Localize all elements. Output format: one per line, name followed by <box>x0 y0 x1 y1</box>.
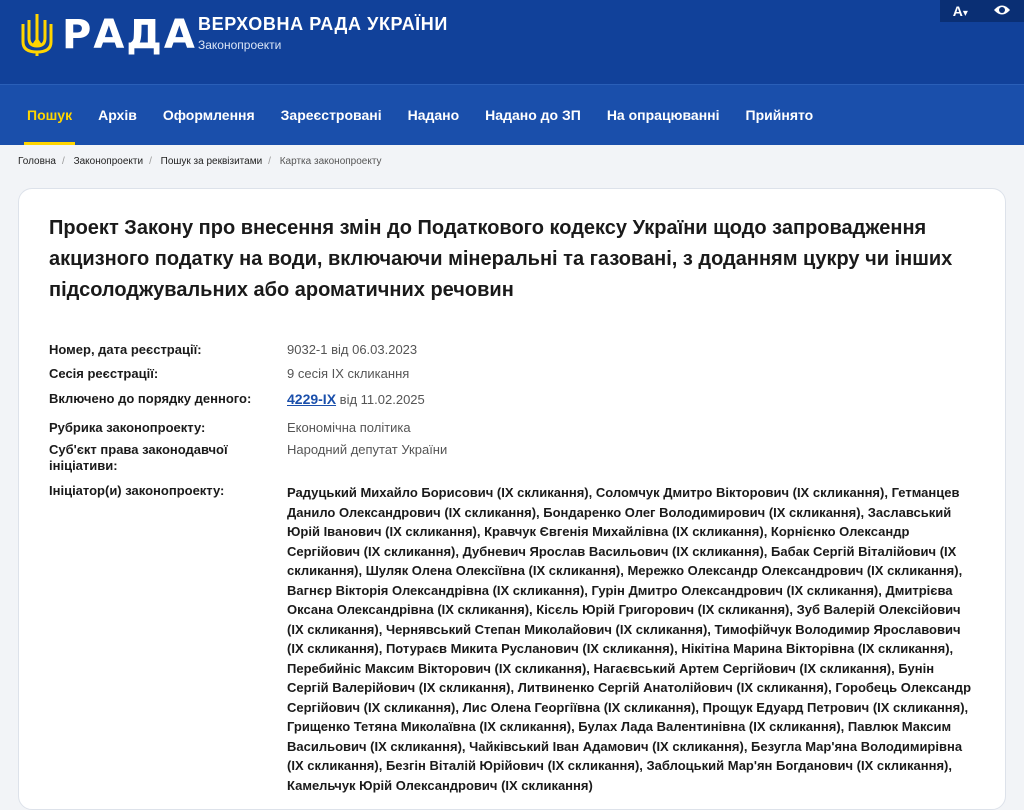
main-nav <box>0 84 1024 145</box>
nav-registered[interactable]: Зареєстровані <box>280 107 382 123</box>
site-header <box>0 0 1024 84</box>
nav-archive[interactable]: Архів <box>98 107 137 123</box>
site-subtitle: Законопроекти <box>198 38 282 52</box>
initiators-list: Радуцький Михайло Борисович (IX скликання), Соломчук Дмитро Вікторович (IX скликання), Гетманцев Данило Олександрович (IX скликання), Бондаренко Олег Володимирович (IX скликання), Заславський Юрій Іванович (IX скликання), Кравчук Євгенія Михайлівна (IX скликання), Корнієнко Олександр Сергійович (IX скликання), Дубневич Ярослав Васильович (IX скликання), Бабак Сергій Віталійович (IX скликання), Шуляк Олена Олексіївна (IX скликання), Мережко Олександр Олександрович (IX скликання), Вагнєр Вікторія Олександрівна (IX скликання), Гурін Дмитро Олександрович (IX скликання), Дмитрієва Оксана Олександрівна (IX скликання), Кісєль Юрій Григорович (IX скликання), Зуб Валерій Олексійович (IX скликання), Чернявський Степан Миколайович (IX скликання), Тимофійчук Володимир Ярославович (IX скликання), Потураєв Микита Русланович (IX скликання), Нікітіна Марина Вікторівна (IX скликання), Перебийніс Максим Вікторович (IX скликання), Нагаєвський Артем Сергійович (IX скликання), Бунін Сергій Валерійович (IX скликання), Литвиненко Сергій Анатолійович (IX скликання), Горобець Олександр Сергійович (IX скликання), Лис Олена Георгіївна (IX скликання), Прощук Едуард Петрович (IX скликання), Грищенко Тетяна Миколаївна (IX скликання), Булах Лада Валентинівна (IX скликання), Павлюк Максим Васильович (IX скликання), Чайківський Іван Адамович (IX скликання), Безугла Мар'яна Володимирівна (IX скликання), Безгін Віталій Юрійович (IX скликання), Заблоцький Мар'ян Богданович (IX скликання), Камельчук Юрій Олександрович (IX скликання) <box>287 485 972 793</box>
rubric-value: Економічна політика <box>287 420 411 435</box>
subject-label: Суб'єкт права законодавчої ініціативи: <box>49 442 228 473</box>
nav-adopted[interactable]: Прийнято <box>745 107 814 123</box>
trident-icon <box>20 12 54 58</box>
breadcrumb-search[interactable]: Пошук за реквізитами <box>160 156 263 167</box>
subject-value: Народний депутат України <box>287 442 448 457</box>
nav-provided-zp[interactable]: Надано до ЗП <box>485 107 581 123</box>
logo-text: РАДА <box>62 12 197 58</box>
nav-search[interactable]: Пошук <box>14 85 85 145</box>
bill-title: Проект Закону про внесення змін до Податкового кодексу України щодо запровадження акцизного податку на води, включаючи мінеральні та газовані, з доданням цукру чи інших підсолоджувальних або ароматичних речовин <box>49 217 953 301</box>
reg-value: 9032-1 від 06.03.2023 <box>287 342 418 357</box>
session-value: 9 сесія IX скликання <box>287 366 410 381</box>
breadcrumb-home[interactable]: Головна <box>18 156 56 167</box>
site-logo[interactable] <box>20 12 197 58</box>
site-title: ВЕРХОВНА РАДА УКРАЇНИ <box>198 14 448 34</box>
agenda-value <box>287 391 425 408</box>
agenda-date: від 11.02.2025 <box>339 392 425 407</box>
rubric-label: Рубрика законопроекту: <box>49 420 206 435</box>
session-label: Сесія реєстрації: <box>49 366 159 381</box>
breadcrumb: Головна / Законопроекти / Пошук за реквізитами / Картка законопроекту <box>18 156 382 167</box>
caret-down-icon: ▾ <box>962 8 968 19</box>
eye-icon[interactable] <box>993 3 1011 19</box>
font-size-label: A <box>952 3 963 19</box>
nav-drafting[interactable]: Оформлення <box>162 107 255 123</box>
initiators-label: Ініціатор(и) законопроекту: <box>49 483 225 498</box>
breadcrumb-bills[interactable]: Законопроекти <box>73 156 144 167</box>
breadcrumb-current: Картка законопроекту <box>279 156 382 167</box>
font-size-button[interactable] <box>953 3 968 19</box>
agenda-label: Включено до порядку денного: <box>49 391 252 406</box>
agenda-link[interactable]: 4229-IX <box>287 391 337 407</box>
reg-label: Номер, дата реєстрації: <box>49 342 202 357</box>
top-tools <box>940 0 1024 22</box>
nav-provided[interactable]: Надано <box>407 107 460 123</box>
nav-processing[interactable]: На опрацюванні <box>606 107 720 123</box>
bill-card <box>18 188 1006 810</box>
